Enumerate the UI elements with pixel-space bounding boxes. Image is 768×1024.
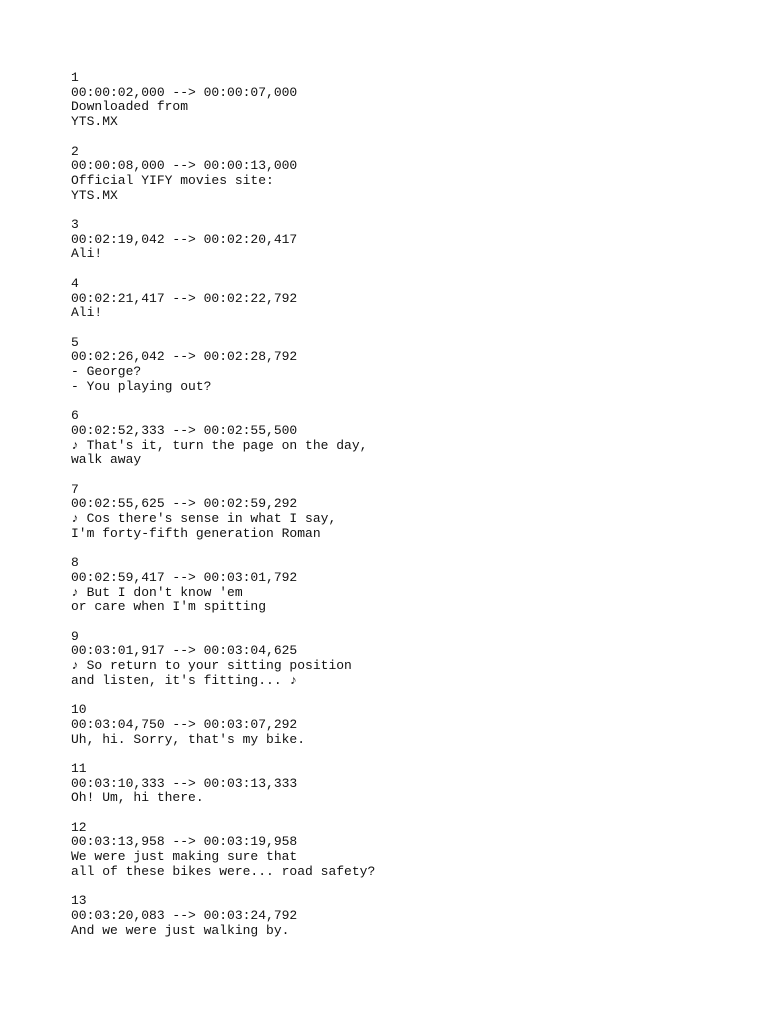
subtitle-cue [71, 218, 711, 262]
cue-text-line: Ali! [71, 305, 103, 321]
cue-timing: 00:02:19,042 --> 00:02:20,417 [71, 231, 298, 247]
cue-timing: 00:02:55,625 --> 00:02:59,292 [71, 496, 298, 512]
cue-index: 6 [71, 408, 79, 424]
cue-text-line: ♪ That's it, turn the page on the day, [71, 437, 368, 453]
cue-text-line: and listen, it's fitting... ♪ [71, 672, 298, 688]
cue-text-line: Official YIFY movies site: [71, 172, 274, 188]
cue-index: 9 [71, 628, 79, 644]
cue-text-line: YTS.MX [71, 187, 118, 203]
cue-text-line: We were just making sure that [71, 849, 298, 865]
cue-timing: 00:02:52,333 --> 00:02:55,500 [71, 422, 298, 438]
cue-timing: 00:00:08,000 --> 00:00:13,000 [71, 158, 298, 174]
cue-text-line: Oh! Um, hi there. [71, 790, 204, 806]
cue-index: 4 [71, 275, 79, 291]
subtitle-cue [71, 821, 711, 880]
cue-index: 5 [71, 334, 79, 350]
cue-text-line: And we were just walking by. [71, 922, 290, 938]
cue-index: 1 [71, 70, 79, 85]
cue-text-line: ♪ Cos there's sense in what I say, [71, 511, 337, 526]
cue-index: 11 [71, 760, 87, 776]
cue-index: 13 [71, 893, 87, 909]
subtitle-cue [71, 277, 711, 321]
cue-index: 10 [71, 702, 87, 718]
cue-timing: 00:03:01,917 --> 00:03:04,625 [71, 643, 298, 659]
cue-timing: 00:02:21,417 --> 00:02:22,792 [71, 290, 298, 306]
cue-text-line: all of these bikes were... road safety? [71, 863, 376, 879]
subtitle-cue [71, 703, 711, 747]
cue-index: 7 [71, 481, 79, 497]
subtitle-cue [71, 145, 711, 204]
cue-text-line: - You playing out? [71, 378, 212, 394]
cue-index: 8 [71, 555, 79, 571]
cue-text-line: Uh, hi. Sorry, that's my bike. [71, 731, 306, 747]
cue-text-line: I'm forty-fifth generation Roman [71, 525, 321, 541]
cue-timing: 00:02:26,042 --> 00:02:28,792 [71, 349, 298, 365]
cue-index: 12 [71, 819, 87, 835]
cue-text-line: or care when I'm spitting [71, 599, 267, 615]
subtitle-cue [71, 630, 711, 689]
cue-index: 2 [71, 143, 79, 159]
subtitle-cue [71, 409, 711, 468]
cue-text-line: ♪ But I don't know 'em [71, 584, 243, 600]
subtitle-cue [71, 762, 711, 806]
cue-timing: 00:00:02,000 --> 00:00:07,000 [71, 84, 298, 100]
cue-timing: 00:03:10,333 --> 00:03:13,333 [71, 775, 298, 791]
cue-timing: 00:03:20,083 --> 00:03:24,792 [71, 907, 298, 923]
subtitle-cue [71, 894, 711, 938]
subtitle-cue [71, 336, 711, 395]
cue-text-line: Downloaded from [71, 99, 189, 115]
cue-index: 3 [71, 217, 79, 232]
cue-text-line: Ali! [71, 246, 103, 262]
subtitle-document [71, 71, 711, 953]
cue-timing: 00:02:59,417 --> 00:03:01,792 [71, 569, 298, 585]
subtitle-cue [71, 71, 711, 130]
cue-timing: 00:03:13,958 --> 00:03:19,958 [71, 834, 298, 850]
cue-text-line: YTS.MX [71, 114, 118, 130]
cue-timing: 00:03:04,750 --> 00:03:07,292 [71, 716, 298, 732]
cue-text-line: ♪ So return to your sitting position [71, 658, 352, 673]
subtitle-cue [71, 483, 711, 542]
cue-text-line: - George? [71, 364, 142, 379]
subtitle-cue [71, 556, 711, 615]
cue-text-line: walk away [71, 452, 142, 468]
